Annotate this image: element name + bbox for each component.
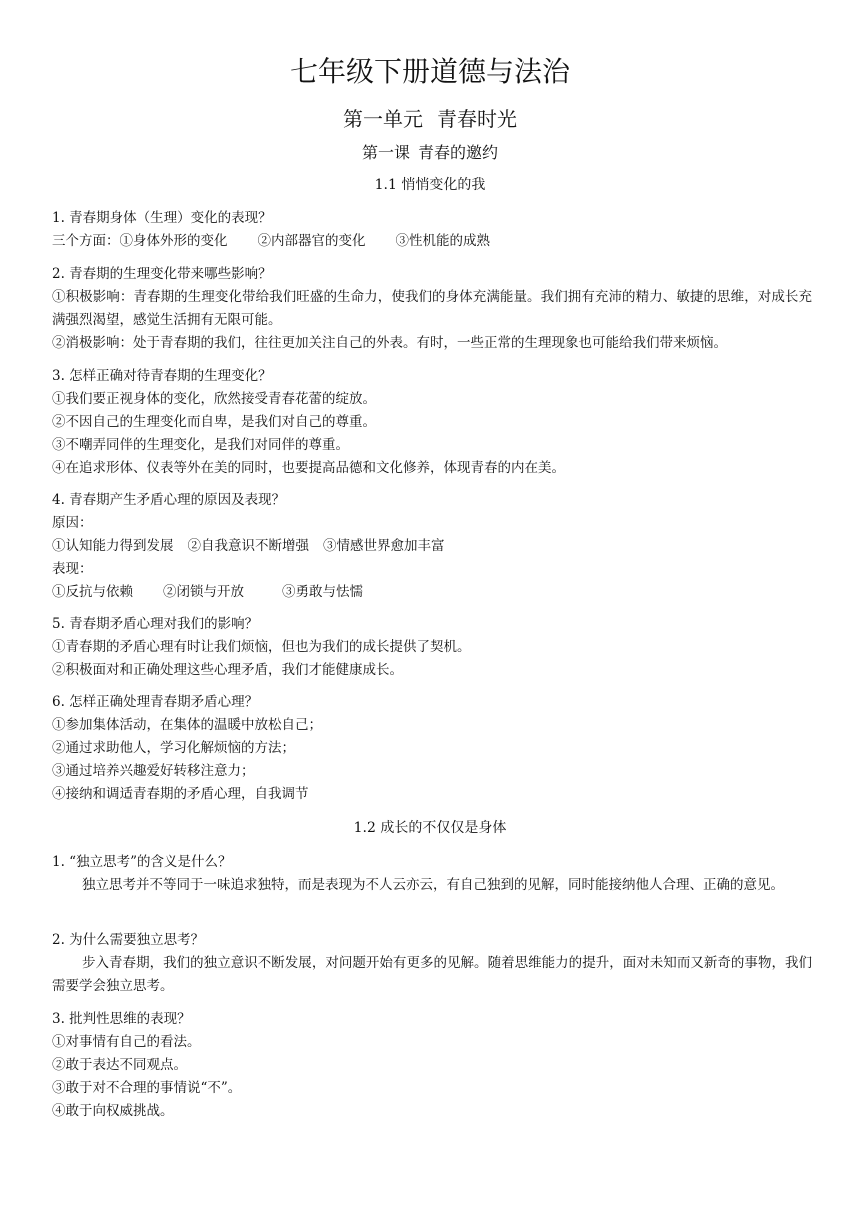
question-text: 1. 青春期身体（生理）变化的表现？: [52, 210, 272, 226]
cause-label: 原因：: [52, 515, 93, 531]
answer-item: ①参加集体活动，在集体的温暖中放松自己；: [52, 717, 322, 733]
answer-paragraph: ②消极影响：处于青春期的我们，往往更加关注自己的外表。有时，一些正常的生理现象也可能给我们带来烦恼。: [52, 335, 727, 351]
question-block: [52, 207, 812, 253]
answer-item: ①身体外形的变化: [119, 233, 228, 249]
answer-paragraph: 步入青春期，我们的独立意识不断发展，对问题开始有更多的见解。随着思维能力的提升，面对未知而又新奇的事物，我们需要学会独立思考。: [52, 955, 812, 994]
answer-paragraph: ①积极影响：青春期的生理变化带给我们旺盛的生命力，使我们的身体充满能量。我们拥有充沛的精力、敏捷的思维，对成长充满强烈渴望，感觉生活拥有无限可能。: [52, 289, 812, 328]
question-text: 6. 怎样正确处理青春期矛盾心理？: [52, 694, 259, 710]
question-text: 3. 怎样正确对待青春期的生理变化？: [52, 368, 272, 384]
show-line: [52, 581, 812, 604]
answer-item: ④敢于向权威挑战。: [52, 1103, 174, 1119]
unit-heading: [0, 106, 860, 132]
unit-name: 青春时光: [437, 107, 517, 131]
question-text: 5. 青春期矛盾心理对我们的影响？: [52, 616, 259, 632]
lesson-number: 第一课: [361, 143, 410, 162]
answer-item: ④在追求形体、仪表等外在美的同时，也要提高品德和文化修养，体现青春的内在美。: [52, 460, 565, 476]
show-item: ①反抗与依赖: [52, 584, 133, 600]
answer-item: ①我们要正视身体的变化，欣然接受青春花蕾的绽放。: [52, 391, 376, 407]
section-heading: 1.1 悄悄变化的我: [374, 177, 486, 193]
question-block: [52, 691, 812, 806]
question-block: [52, 365, 812, 480]
question-block: [52, 263, 812, 355]
answer-item: ②内部器官的变化: [257, 233, 366, 249]
answer-line: [52, 230, 812, 253]
document-title: 七年级下册道德与法治: [289, 55, 570, 88]
question-text: 3. 批判性思维的表现？: [52, 1011, 191, 1027]
unit-number: 第一单元: [343, 107, 423, 131]
answer-item: ②不因自己的生理变化而自卑，是我们对自己的尊重。: [52, 414, 376, 430]
question-block: [52, 613, 812, 682]
answer-paragraph: 独立思考并不等同于一味追求独特，而是表现为不人云亦云，有自己独到的见解，同时能接纳他人合理、正确的意见。: [82, 877, 784, 893]
question-text: 1. “独立思考”的含义是什么？: [52, 854, 232, 870]
question-block: [52, 489, 812, 604]
answer-item: ③性机能的成熟: [395, 233, 490, 249]
answer-item: ②通过求助他人，学习化解烦恼的方法；: [52, 740, 295, 756]
cause-item: ②自我意识不断增强: [187, 538, 309, 554]
answer-item: ④接纳和调适青春期的矛盾心理，自我调节: [52, 786, 309, 802]
show-item: ②闭锁与开放: [163, 584, 244, 600]
question-text: 2. 青春期的生理变化带来哪些影响？: [52, 266, 272, 282]
answer-item: ③敢于对不合理的事情说“不”。: [52, 1080, 242, 1096]
cause-item: ③情感世界愈加丰富: [323, 538, 445, 554]
cause-line: [52, 535, 812, 558]
section-heading: 1.2 成长的不仅仅是身体: [353, 820, 507, 836]
answer-item: ②敢于表达不同观点。: [52, 1057, 187, 1073]
question-text: 2. 为什么需要独立思考？: [52, 932, 205, 948]
show-label: 表现：: [52, 561, 93, 577]
show-item: ③勇敢与怯懦: [282, 584, 363, 600]
answer-item: ③通过培养兴趣爱好转移注意力；: [52, 763, 255, 779]
answer-prefix: 三个方面：: [52, 233, 120, 249]
lesson-heading: [0, 142, 860, 164]
answer-item: ①对事情有自己的看法。: [52, 1034, 201, 1050]
question-text: 4. 青春期产生矛盾心理的原因及表现？: [52, 492, 286, 508]
question-block: [52, 929, 812, 998]
answer-item: ③不嘲弄同伴的生理变化，是我们对同伴的尊重。: [52, 437, 349, 453]
answer-item: ②积极面对和正确处理这些心理矛盾，我们才能健康成长。: [52, 662, 403, 678]
question-block: [52, 851, 812, 897]
cause-item: ①认知能力得到发展: [52, 538, 174, 554]
question-block: [52, 1008, 812, 1123]
lesson-name: 青春的邀约: [418, 143, 499, 162]
answer-item: ①青春期的矛盾心理有时让我们烦恼，但也为我们的成长提供了契机。: [52, 639, 471, 655]
